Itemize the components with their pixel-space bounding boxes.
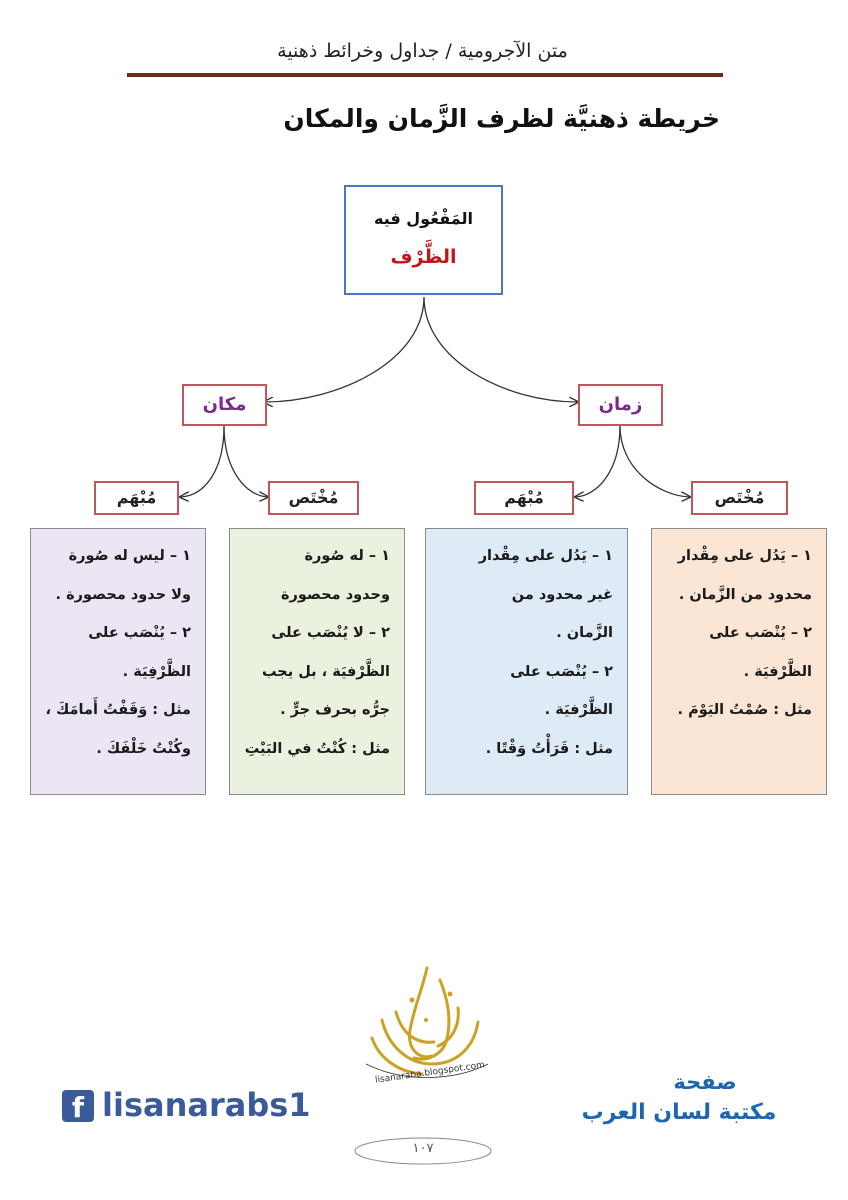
detail-line: مثل : وَقَفْتُ أَمامَكَ ، [45, 702, 191, 718]
detail-line: ١ – ليس له صُورة [68, 548, 191, 564]
detail-line: محدود من الزَّمان . [678, 586, 812, 603]
detail-line: غير محدود من [511, 586, 613, 603]
detail-line: مثل : صُمْتُ اليَوْمَ . [677, 702, 812, 718]
detail-line: ١ – يَدُل على مِقْدار [478, 548, 613, 564]
sub-place-mukhtass-box: مُخْتَص [268, 481, 359, 515]
root-node-box [344, 185, 503, 295]
root-node-subtitle: الظَّرْف [390, 246, 457, 268]
sub-place-mubham-box: مُبْهَم [94, 481, 179, 515]
page-title: خريطة ذهنيَّة لظرف الزَّمان والمكان [283, 104, 720, 133]
detail-line: ١ – له صُورة [304, 548, 390, 564]
detail-place-mubham [30, 528, 206, 795]
facebook-icon: f [62, 1090, 94, 1122]
detail-time-mubham [425, 528, 628, 795]
detail-time-mukhtass [651, 528, 827, 795]
sub-time-mukhtass-box: مُخْتَص [691, 481, 788, 515]
detail-line: الظَّرْفيَة . [544, 702, 613, 718]
library-name: مكتبة لسان العرب [581, 1100, 777, 1125]
facebook-handle: lisanarabs1 [102, 1086, 311, 1124]
header-text: متن الآجرومية / جداول وخرائط ذهنية [277, 40, 568, 62]
detail-line: وكُنْتُ خَلْفَكَ . [96, 740, 191, 757]
page-number: ١٠٧ [412, 1141, 434, 1156]
detail-line: جرُّه بحرف جرٍّ . [280, 702, 390, 718]
category-time-box: زمان [578, 384, 663, 426]
detail-line: مثل : كُنْتُ في البَيْتِ [244, 740, 390, 757]
detail-line: الظَّرْفيَة ، بل يجب [261, 663, 390, 680]
detail-line: ٢ – لا يُنْصَب على [271, 625, 390, 641]
detail-line: وحدود محصورة [280, 586, 390, 603]
detail-line: مثل : قَرَأْتُ وَقْتًا . [485, 740, 613, 757]
sub-time-mubham-box: مُبْهَم [474, 481, 574, 515]
detail-line: ٢ – يُنْصَب على [88, 625, 191, 641]
library-label: صفحة [673, 1070, 737, 1094]
detail-line: ولا حدود محصورة . [55, 586, 191, 603]
detail-line: الظَّرْفِيَة . [122, 663, 191, 680]
detail-line: ١ – يَدُل على مِقْدار [677, 548, 812, 564]
detail-line: الزَّمان . [556, 625, 613, 641]
category-place-box: مكان [182, 384, 267, 426]
root-node-title: المَفْعُول فيه [374, 209, 473, 228]
blog-url: lisanaraba.blogspot.com [374, 1060, 486, 1086]
detail-line: ٢ – يُنْصَب على [510, 663, 613, 680]
detail-place-mukhtass [229, 528, 405, 795]
detail-line: ٢ – يُنْصَب على [709, 625, 812, 641]
detail-line: الظَّرْفيَة . [743, 663, 812, 680]
